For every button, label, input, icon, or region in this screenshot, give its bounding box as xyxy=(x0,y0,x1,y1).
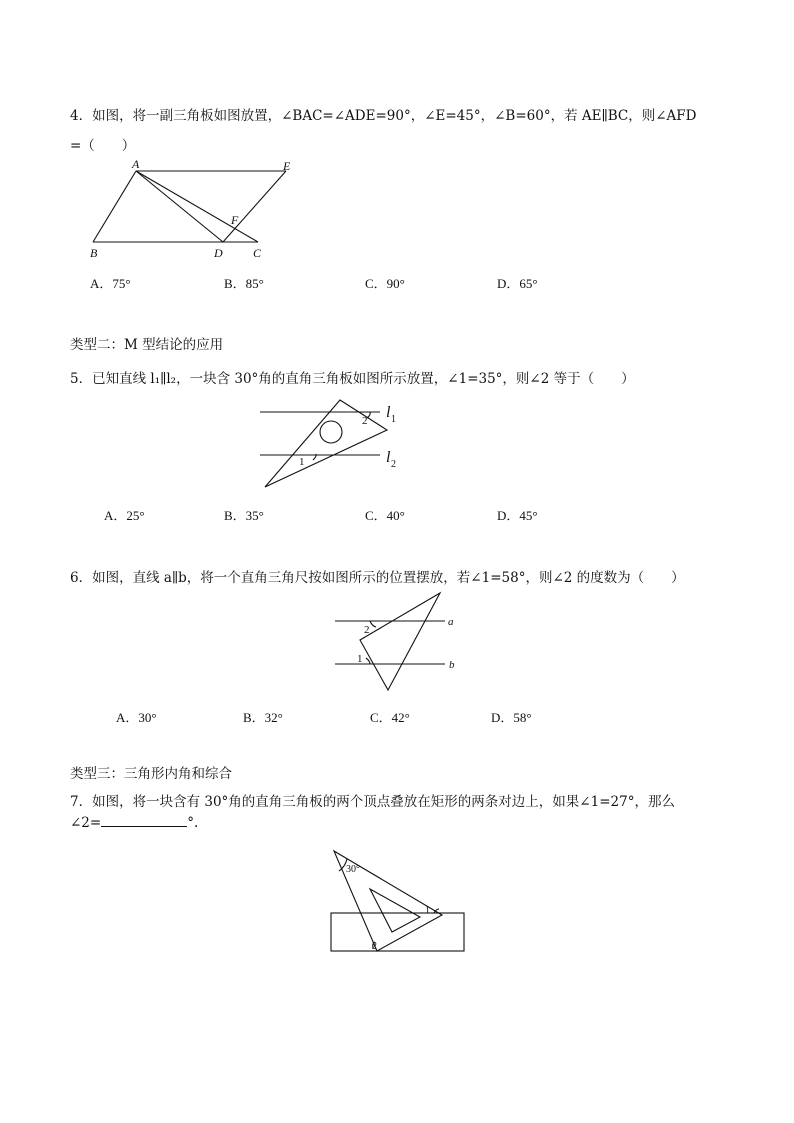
q6-figure xyxy=(330,588,465,692)
q5-option-d[interactable]: D．45° xyxy=(497,508,538,523)
q6-triangle xyxy=(360,593,440,690)
q4-figure xyxy=(80,155,300,263)
q4-option-d[interactable]: D．65° xyxy=(497,276,538,291)
q5-label-l2: l xyxy=(386,449,391,466)
q5-label-l1-sub: 1 xyxy=(391,414,396,425)
q4-option-b[interactable]: B．85° xyxy=(224,276,264,291)
q5-option-c[interactable]: C．40° xyxy=(365,508,405,523)
q5-figure xyxy=(255,395,415,495)
q5-angle2-label: 2 xyxy=(362,415,368,427)
q7-figure xyxy=(325,845,470,957)
q6-angle1-arc xyxy=(366,658,370,664)
q4-line-AD xyxy=(136,171,223,242)
q5-triangle-hole xyxy=(320,421,342,443)
q4-label-E: E xyxy=(283,159,291,173)
q6-option-c[interactable]: C．42° xyxy=(370,710,410,725)
q6-label-a: a xyxy=(448,616,454,628)
q7-angle2-label: 2 xyxy=(372,941,377,952)
q4-label-D: D xyxy=(214,246,223,260)
q7-stem-suffix: °. xyxy=(187,815,199,831)
q6-stem: 6．如图，直线 a∥b，将一个直角三角尺按如图所示的位置摆放，若∠1=58°，则∠2 的度数为（ ） xyxy=(70,570,685,586)
q4-stem-line2: =（ ） xyxy=(70,138,136,154)
q5-label-l1: l xyxy=(386,404,391,421)
q4-option-a[interactable]: A．75° xyxy=(90,276,131,291)
q4-label-B: B xyxy=(90,246,98,260)
q5-angle1-label: 1 xyxy=(299,456,305,468)
q7-stem-line1: 7．如图，将一块含有 30°角的直角三角板的两个顶点叠放在矩形的两条对边上，如果∠1=27°，那么 xyxy=(70,794,675,810)
q7-rectangle xyxy=(331,913,464,951)
q5-label-l2-sub: 2 xyxy=(391,459,396,470)
q6-angle2-arc xyxy=(370,621,376,627)
q6-angle2-label: 2 xyxy=(364,624,370,636)
q4-option-c[interactable]: C．90° xyxy=(365,276,405,291)
q4-label-A: A xyxy=(132,157,140,171)
q4-label-C: C xyxy=(253,246,262,260)
q6-option-d[interactable]: D．58° xyxy=(491,710,532,725)
q4-line-AB xyxy=(93,171,136,242)
q7-answer-blank[interactable] xyxy=(101,814,187,827)
q7-stem-prefix: ∠2= xyxy=(70,815,102,831)
q4-line-AC xyxy=(136,171,258,242)
q6-option-a[interactable]: A．30° xyxy=(116,710,157,725)
q7-stem-line2 xyxy=(70,814,198,831)
q6-label-b: b xyxy=(449,659,455,671)
q7-triangle-inner xyxy=(370,889,420,932)
q5-option-a[interactable]: A．25° xyxy=(104,508,145,523)
q4-stem-line1: 4．如图，将一副三角板如图放置，∠BAC=∠ADE=90°，∠E=45°，∠B=60°，若 AE∥BC，则∠AFD xyxy=(70,108,697,124)
q6-angle1-label: 1 xyxy=(357,653,363,665)
q7-angle30-label: 30° xyxy=(346,864,360,875)
q4-line-DE xyxy=(223,171,286,242)
q5-triangle xyxy=(265,400,387,487)
q4-label-F: F xyxy=(231,213,239,227)
q5-stem: 5．已知直线 l₁∥l₂，一块含 30°角的直角三角板如图所示放置，∠1=35°，则∠2 等于（ ） xyxy=(70,371,635,387)
section-heading-type3: 类型三：三角形内角和综合 xyxy=(70,766,232,782)
q7-angle1-label: 1 xyxy=(425,905,430,916)
section-heading-type2: 类型二：M 型结论的应用 xyxy=(70,337,224,353)
q6-option-b[interactable]: B．32° xyxy=(243,710,283,725)
q5-option-b[interactable]: B．35° xyxy=(224,508,264,523)
